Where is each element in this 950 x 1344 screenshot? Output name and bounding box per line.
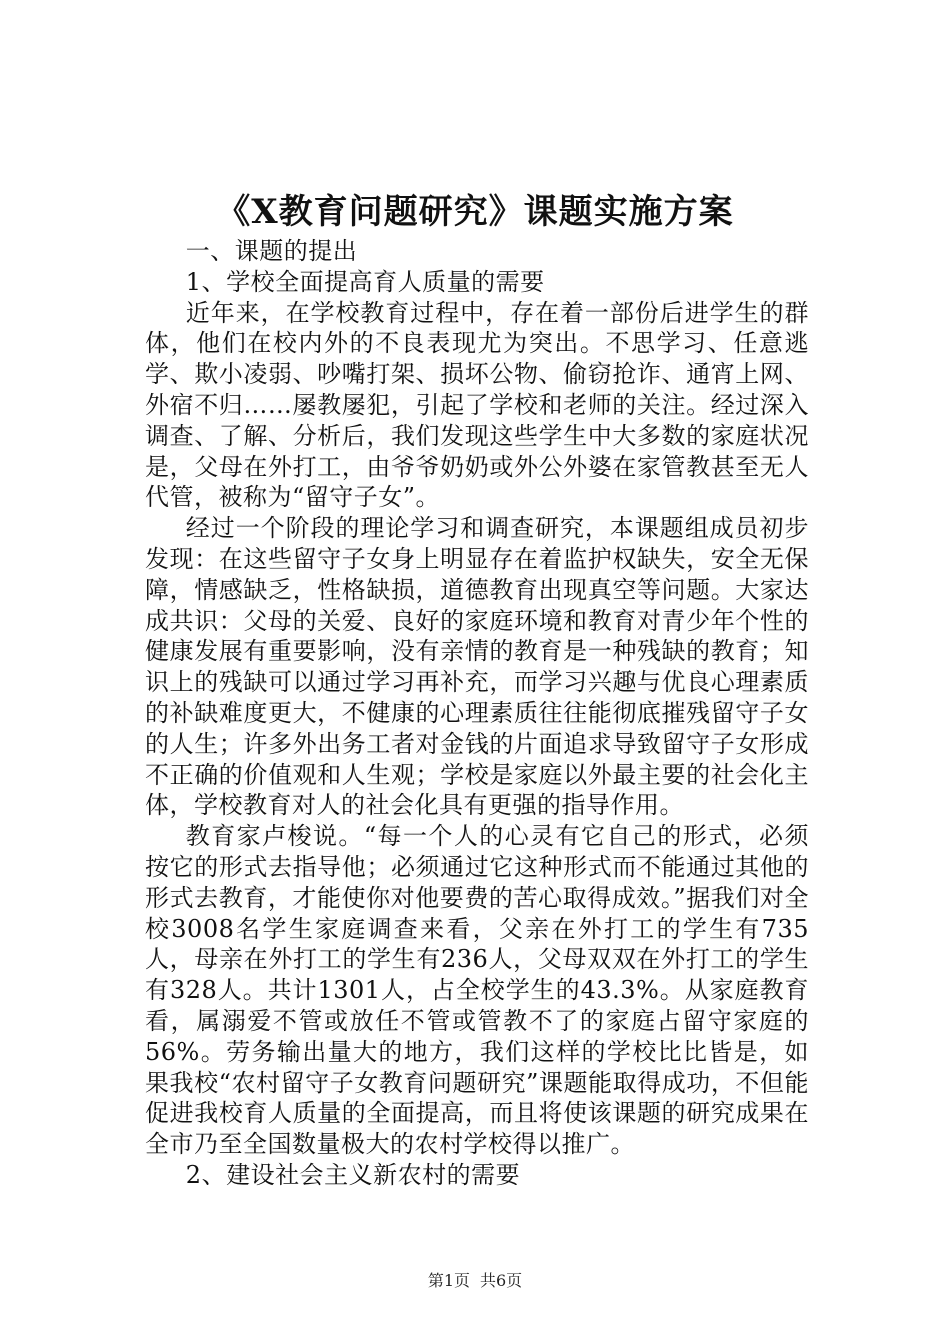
page-total: 共6页	[480, 1271, 523, 1290]
document-body	[145, 236, 809, 1191]
body-paragraph: 经过一个阶段的理论学习和调查研究，本课题组成员初步发现：在这些留守子女身上明显存在着监护权缺失，安全无保障，情感缺乏，性格缺损，道德教育出现真空等问题。大家达成共识：父母的关爱、良好的家庭环境和教育对青少年个性的健康发展有重要影响，没有亲情的教育是一种残缺的教育；知识上的残缺可以通过学习再补充，而学习兴趣与优良心理素质的补缺难度更大，不健康的心理素质往往能彻底摧残留守子女的人生；许多外出务工者对金钱的片面追求导致留守子女形成不正确的价值观和人生观；学校是家庭以外最主要的社会化主体，学校教育对人的社会化具有更强的指导作用。	[145, 514, 809, 820]
page-number: 第1页	[427, 1271, 470, 1290]
body-paragraph: 教育家卢梭说。“每一个人的心灵有它自己的形式，必须按它的形式去指导他；必须通过它这种形式而不能通过其他的形式去教育，才能使你对他要费的苦心取得成效。”据我们对全校3008名学生家庭调查来看，父亲在外打工的学生有735人，母亲在外打工的学生有236人，父母双双在外打工的学生有328人。共计1301人，占全校学生的43.3%。从家庭教育看，属溺爱不管或放任不管或管教不了的家庭占留守家庭的56%。劳务输出量大的地方，我们这样的学校比比皆是，如果我校“农村留守子女教育问题研究”课题能取得成功，不但能促进我校育人质量的全面提高，而且将使该课题的研究成果在全市乃至全国数量极大的农村学校得以推广。	[145, 822, 809, 1159]
subsection-heading: 2、建设社会主义新农村的需要	[185, 1160, 521, 1189]
body-paragraph: 近年来，在学校教育过程中，存在着一部份后进学生的群体，他们在校内外的不良表现尤为突出。不思学习、任意逃学、欺小凌弱、吵嘴打架、损坏公物、偷窃抢诈、通宵上网、外宿不归……屡教屡犯，引起了学校和老师的关注。经过深入调查、了解、分析后，我们发现这些学生中大多数的家庭状况是，父母在外打工，由爷爷奶奶或外公外婆在家管教甚至无人代管，被称为“留守子女”。	[145, 298, 809, 512]
page-footer	[0, 1268, 950, 1291]
document-title: 《X教育问题研究》课题实施方案	[216, 192, 734, 232]
section-heading: 一、课题的提出	[185, 237, 358, 265]
subsection-heading: 1、学校全面提高育人质量的需要	[185, 267, 545, 296]
